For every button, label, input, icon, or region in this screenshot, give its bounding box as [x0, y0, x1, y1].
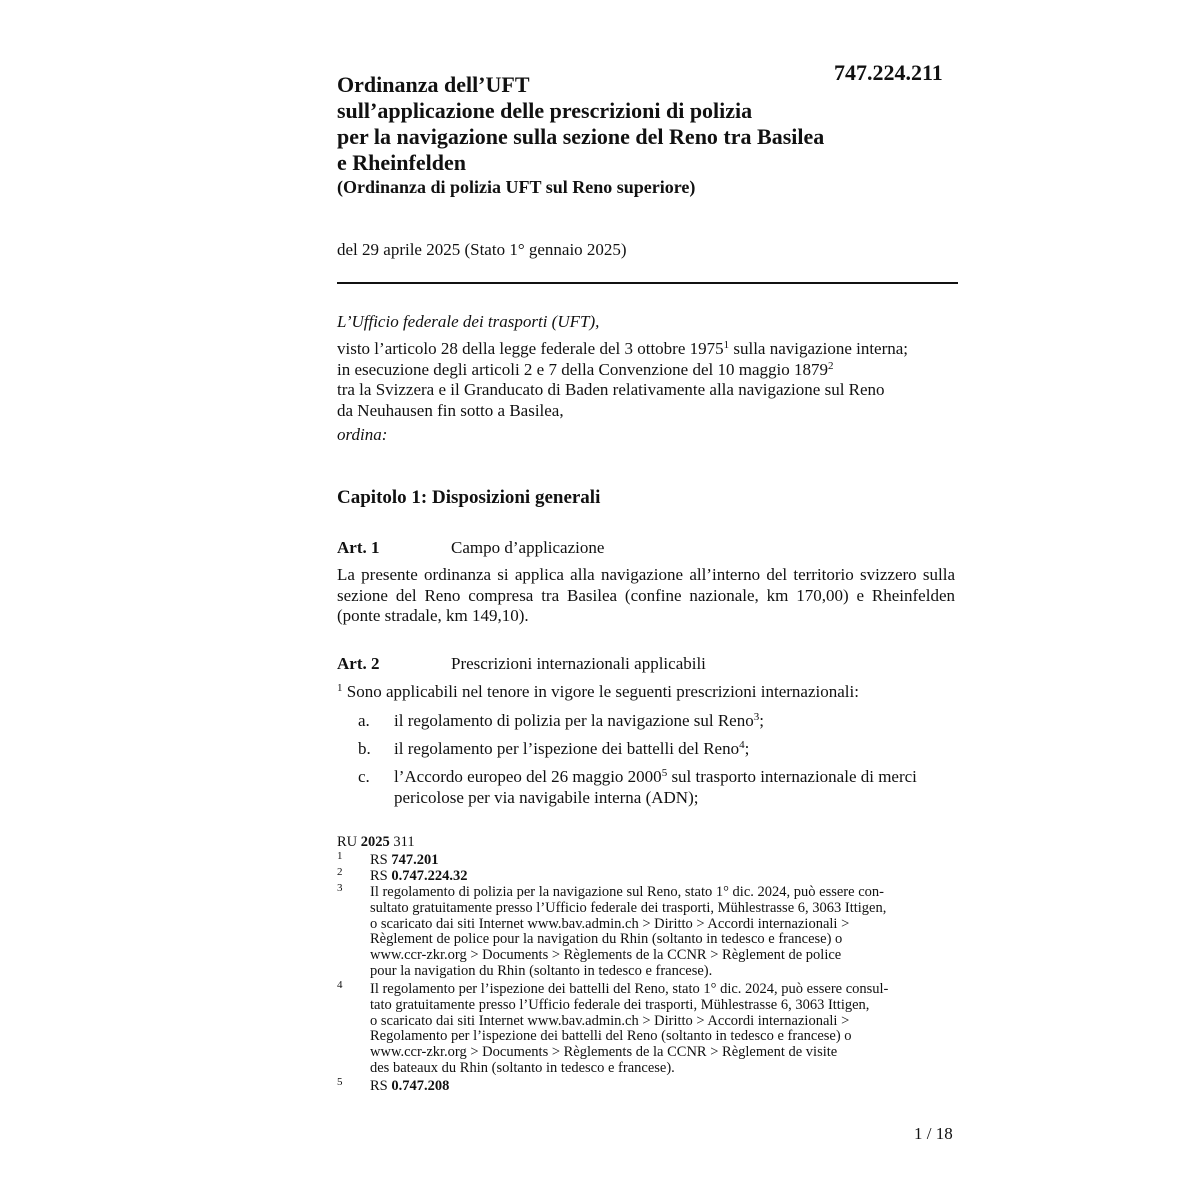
- document-date: del 29 aprile 2025 (Stato 1° gennaio 2025): [337, 240, 627, 259]
- footnote-ref[interactable]: 3: [753, 711, 760, 723]
- rs-number: 747.224.211: [834, 60, 943, 85]
- list-item-text: il regolamento di polizia per la navigazione sul Reno$^3$;: [394, 711, 764, 730]
- footnote-ref[interactable]: 4: [739, 739, 745, 751]
- chapter-heading: Capitolo 1: Disposizioni generali: [337, 487, 601, 508]
- preamble-line: da Neuhausen fin sotto a Basilea,: [337, 400, 564, 420]
- ordina-label: ordina:: [337, 425, 388, 444]
- preamble-line: visto l’articolo 28 della legge federale del 3 ottobre 1975$^1$ sulla navigazione interna;: [337, 339, 909, 358]
- page-number: 1 / 18: [914, 1124, 953, 1143]
- article-title: Campo d’applicazione: [451, 538, 605, 557]
- article-text: La presente ordinanza si applica alla navigazione all’interno del territorio svizzero sulla sezione del Reno compresa tra Basilea (confine nazionale, km 170,00) e Rheinfelden (ponte stradale, km 149,10).: [337, 565, 955, 625]
- document-subtitle: (Ordinanza di polizia UFT sul Reno superiore): [337, 177, 696, 197]
- title-line: e Rheinfelden: [337, 150, 466, 175]
- paragraph-number: 1: [337, 682, 343, 694]
- list-letter: c.: [358, 767, 370, 786]
- list-letter: a.: [358, 711, 370, 730]
- footnote-ref[interactable]: 1: [723, 339, 730, 351]
- footnote-text: RS 747.201: [370, 852, 439, 868]
- preamble-line: tra la Svizzera e il Granducato di Baden relativamente alla navigazione sul Reno: [337, 380, 885, 399]
- footnote-ref[interactable]: 2: [827, 359, 834, 372]
- list-letter: b.: [358, 739, 371, 758]
- ru-reference: RU 2025 311: [337, 834, 415, 850]
- preamble: [337, 339, 908, 421]
- footnote-text: RS 0.747.208: [370, 1078, 450, 1094]
- title-line: sull’applicazione delle prescrizioni di polizia: [337, 98, 753, 123]
- article-heading: [337, 654, 706, 674]
- footnote-number: 5: [337, 1076, 343, 1088]
- article-title: Prescrizioni internazionali applicabili: [451, 654, 706, 673]
- rs-link[interactable]: 0.747.208: [391, 1078, 450, 1094]
- article-number: Art. 2: [337, 654, 380, 673]
- rs-link[interactable]: 0.747.224.32: [391, 868, 468, 884]
- rs-link[interactable]: 747.201: [391, 852, 439, 868]
- list-item-text: il regolamento per l’ispezione dei battelli del Reno$^4$;: [394, 739, 750, 758]
- title-line: per la navigazione sulla sezione del Reno tra Basilea: [337, 124, 825, 149]
- article-heading: [337, 538, 604, 558]
- footnote-number: 2: [337, 866, 343, 878]
- document-title: [337, 72, 897, 176]
- footnote-number: 1: [337, 850, 343, 862]
- issuer: L’Ufficio federale dei trasporti (UFT),: [337, 312, 600, 331]
- header-divider: [337, 282, 958, 284]
- preamble-line: in esecuzione degli articoli 2 e 7 della Convenzione del 10 maggio 1879$^2$: [337, 359, 834, 379]
- footnote-number: 4: [337, 979, 343, 991]
- list-item-text: l’Accordo europeo del 26 maggio 2000$^5$ sul trasporto internazionale di merci pericolose per via navigabile interna (ADN);: [394, 767, 917, 807]
- footnote-text: Il regolamento per l’ispezione dei battelli del Reno, stato 1° dic. 2024, può essere consul- tato gratuitamente presso l’Ufficio federale dei trasporti, Mühlestrasse 6, 3063 Ittigen, o scaricato dai siti Internet www.bav.admin.ch > Diritto > Accordi internazionali > Regolamento per l’ispezione dei battelli del Reno (soltanto in tedesco e francese) o www.ccr-zkr.org > Documents > Règlements de la CCNR > Règlement de visite des bateaux du Rhin (soltanto in tedesco e francese).: [370, 981, 889, 1076]
- footnote-number: 3: [337, 882, 343, 894]
- article-number: Art. 1: [337, 538, 380, 557]
- footnote-text: Il regolamento di polizia per la navigazione sul Reno, stato 1° dic. 2024, può essere con- sultato gratuitamente presso l’Ufficio federale dei trasporti, Mühlestrasse 6, 3063 Ittigen, o scaricato dai siti Internet www.bav.admin.ch > Diritto > Accordi internazionali > Règlement de police pour la navigation du Rhin (soltanto in tedesco e francese) o www.ccr-zkr.org > Documents > Règlements de la CCNR > Règlement de police pour la navigation du Rhin (soltanto in tedesco e francese).: [370, 884, 887, 979]
- footnote-text: RS 0.747.224.32: [370, 868, 468, 884]
- footnote-ref[interactable]: 5: [661, 767, 668, 779]
- article-paragraph: $^1$ Sono applicabili nel tenore in vigore le seguenti prescrizioni internazionali:: [337, 682, 859, 701]
- title-line: Ordinanza dell’UFT: [337, 72, 530, 97]
